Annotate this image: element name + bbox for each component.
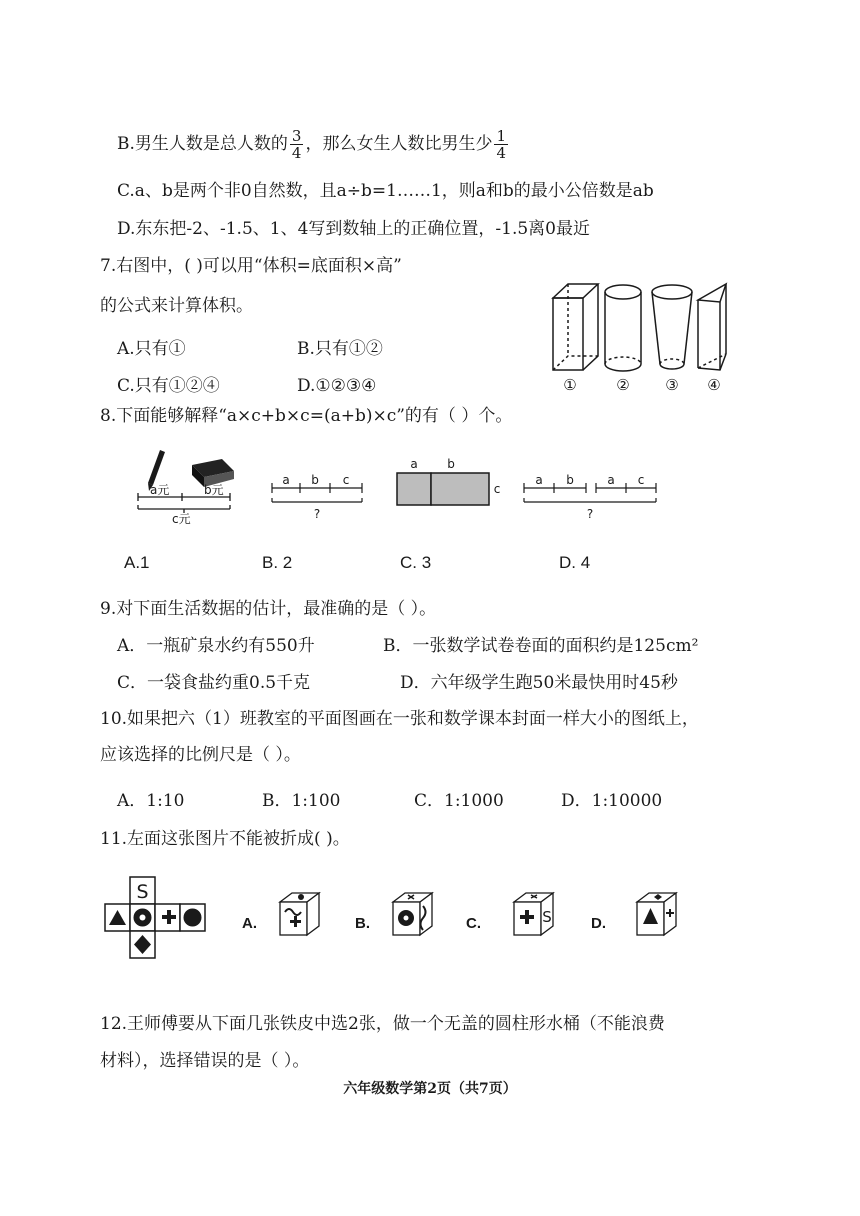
q9-option-b: B．一张数学试卷卷面的面积约是125cm² <box>383 636 699 656</box>
rect-b-label: b <box>447 457 455 471</box>
segment-a-label: a <box>282 473 290 487</box>
seg2-a-label: a <box>535 473 543 487</box>
q6-option-c: C.a、b是两个非0自然数，且a÷b=1……1，则a和b的最小公倍数是ab <box>117 181 654 201</box>
solid-label-4: ④ <box>707 376 721 394</box>
rect-c-label: c <box>493 482 501 496</box>
q7-option-c: C.只有①②④ <box>117 376 220 396</box>
cube-b-figure <box>390 890 436 940</box>
q11-stem: 11.左面这张图片不能被折成( )。 <box>100 829 350 849</box>
triangular-prism-shape <box>698 284 726 370</box>
seg2-c-label: c <box>637 473 645 487</box>
q11-option-a: A. <box>242 915 257 932</box>
solids-figure <box>548 278 738 396</box>
segment-figure-2 <box>520 470 660 525</box>
q9-option-a: A．一瓶矿泉水约有550升 <box>117 636 315 656</box>
q8-option-d: D. 4 <box>559 553 591 572</box>
q7-stem-line1: 7.右图中，( )可以用“体积=底面积×高” <box>100 256 402 276</box>
q12-stem-line2: 材料），选择错误的是（ ）。 <box>100 1051 310 1071</box>
q7-option-a: A.只有① <box>117 339 186 359</box>
q9-option-c: C．一袋食盐约重0.5千克 <box>117 673 311 693</box>
fraction-one-quarter: $\frac{1}{4}$ <box>496 127 506 162</box>
frustum-shape <box>652 285 692 369</box>
q11-option-c: C. <box>466 915 481 932</box>
q6-option-d: D.东东把-2、-1.5、1、4写到数轴上的正确位置，-1.5离0最近 <box>117 219 590 239</box>
pen-price-label: a元 <box>150 483 170 497</box>
segment-b-label: b <box>311 473 319 487</box>
solid-label-2: ② <box>616 376 630 394</box>
q8-stem: 8.下面能够解释“a×c+b×c=(a+b)×c”的有（ ）个。 <box>100 406 513 426</box>
solid-label-1: ① <box>563 376 577 394</box>
net-s-letter: S <box>136 881 149 903</box>
seg2-b-label: b <box>566 473 574 487</box>
q10-stem-line1: 10.如果把六（1）班教室的平面图画在一张和数学课本封面一样大小的图纸上， <box>100 709 699 729</box>
q7-stem-line2: 的公式来计算体积。 <box>100 296 253 316</box>
q10-stem-line2: 应该选择的比例尺是（ ）。 <box>100 745 301 765</box>
pen-book-figure <box>130 445 245 525</box>
question-mark: ? <box>313 507 321 521</box>
page-footer: 六年级数学第2页（共7页） <box>343 1081 517 1097</box>
q9-option-d: D．六年级学生跑50米最快用时45秒 <box>400 673 678 693</box>
segment-figure-1 <box>268 470 368 525</box>
rect-a-label: a <box>410 457 418 471</box>
cylinder-shape <box>605 285 641 371</box>
q12-stem-line1: 12.王师傅要从下面几张铁皮中选2张，做一个无盖的圆柱形水桶（不能浪费 <box>100 1014 665 1034</box>
q10-option-c: C．1:1000 <box>414 791 504 811</box>
q8-option-c: C. 3 <box>400 553 432 572</box>
q8-option-a: A.1 <box>124 553 150 572</box>
q10-option-b: B．1:100 <box>262 791 341 811</box>
fraction-three-quarters: $\frac{3}{4}$ <box>291 127 302 162</box>
cube-net-figure <box>102 874 214 968</box>
total-price-label: c元 <box>172 512 191 525</box>
q11-option-d: D. <box>591 915 606 932</box>
gear-icon <box>398 910 414 926</box>
s-icon: S <box>542 908 552 926</box>
gear-icon <box>134 909 152 927</box>
cube-a-figure <box>277 890 323 940</box>
q8-option-b: B. 2 <box>262 553 293 572</box>
q7-option-b: B.只有①② <box>297 339 383 359</box>
rectangle-area-figure <box>393 455 503 515</box>
seg2-a2-label: a <box>607 473 615 487</box>
segment-c-label: c <box>342 473 350 487</box>
cuboid-shape <box>553 284 598 370</box>
q10-option-a: A．1:10 <box>117 791 185 811</box>
book-price-label: b元 <box>204 483 224 497</box>
q7-option-d: D.①②③④ <box>297 376 377 396</box>
q10-option-d: D．1:10000 <box>561 791 663 811</box>
cube-c-figure <box>511 890 557 940</box>
gear-icon <box>298 894 304 900</box>
q6-option-b: B.男生人数是总人数的 $\frac{3}{4}$ ，那么女生人数比男生少 $\frac{1}{4}$ <box>117 127 506 162</box>
cube-d-figure <box>634 890 680 940</box>
q11-option-b: B. <box>355 915 370 932</box>
solid-label-3: ③ <box>665 376 679 394</box>
seg2-question-mark: ? <box>586 507 594 521</box>
circle-icon <box>184 909 202 927</box>
q9-stem: 9.对下面生活数据的估计，最准确的是（ ）。 <box>100 599 437 619</box>
